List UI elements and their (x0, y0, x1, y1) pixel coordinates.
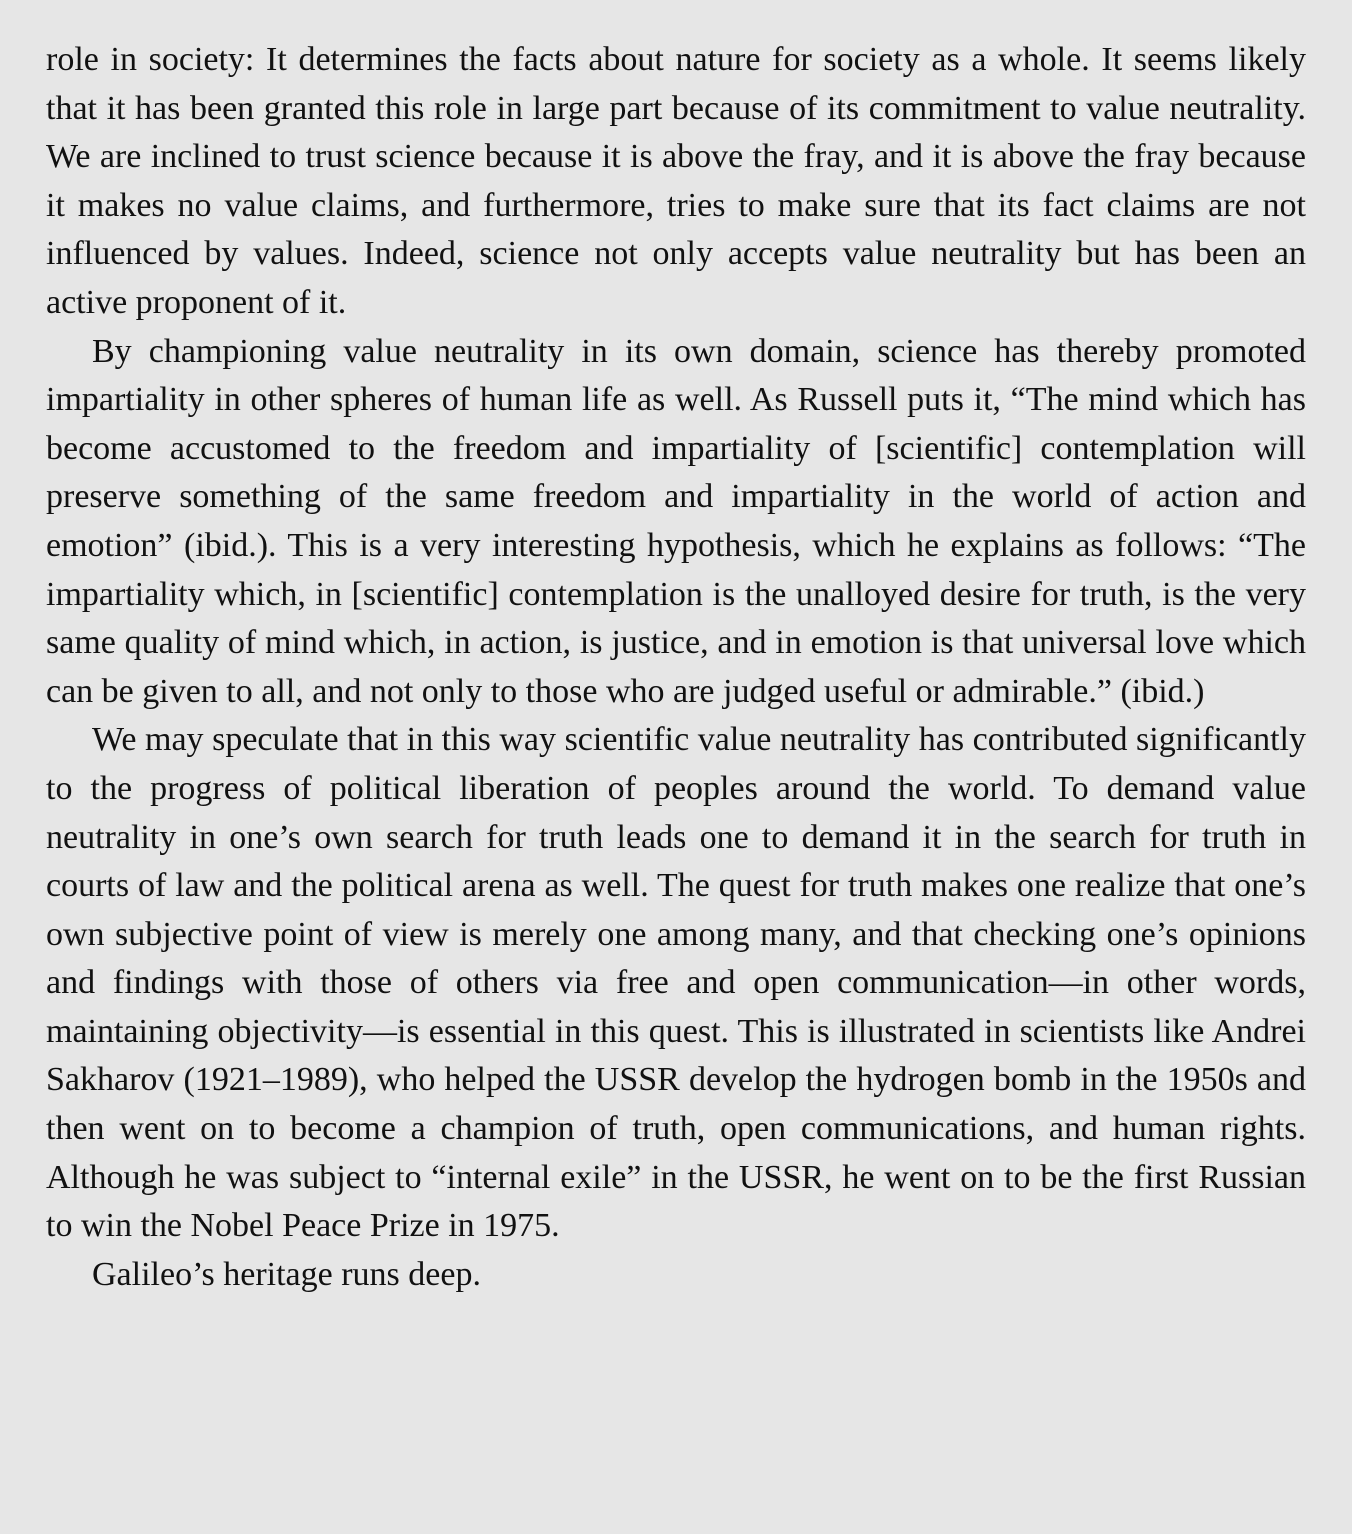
paragraph-galileo-heritage: Galileo’s heritage runs deep. (92, 1255, 481, 1293)
paragraph-russell-impartiality: By championing value neutrality in its own domain, science has thereby promoted impartiality in other spheres of human life as well. As Russell puts it, “The mind which has become accustomed to the freedom and impartiality of [scientific] contemplation will preserve something of the same freedom and impartiality in the world of action and emotion” (ibid.). This is a very interesting hypothesis, which he explains as follows: “The impartiality which, in [scientific] contemplation is the unalloyed desire for truth, is the very same quality of mind which, in action, is justice, and in emotion is that universal love which can be given to all, and not only to those who are judged useful or admirable.” (ibid.) (46, 332, 1306, 710)
document-page (46, 36, 1306, 1299)
paragraph-continuation: role in society: It determines the facts about nature for society as a whole. It seems likely that it has been granted this role in large part because of its commitment to value neutrality. We are inclined to trust science because it is above the fray, and it is above the fray because it makes no value claims, and furthermore, tries to make sure that its fact claims are not influenced by values. Indeed, science not only accepts value neutrality but has been an active proponent of it. (46, 41, 1306, 321)
paragraph-political-liberation: We may speculate that in this way scientific value neutrality has contributed significantly to the progress of political liberation of peoples around the world. To demand value neutrality in one’s own search for truth leads one to demand it in the search for truth in courts of law and the political arena as well. The quest for truth makes one realize that one’s own subjective point of view is merely one among many, and that checking one’s opinions and findings with those of others via free and open communication—in other words, maintaining objectivity—is essential in this quest. This is illustrated in scientists like Andrei Sakharov (1921–1989), who helped the USSR develop the hydrogen bomb in the 1950s and then went on to become a champion of truth, open communications, and human rights. Although he was subject to “internal exile” in the USSR, he went on to be the first Russian to win the Nobel Peace Prize in 1975. (46, 721, 1306, 1245)
